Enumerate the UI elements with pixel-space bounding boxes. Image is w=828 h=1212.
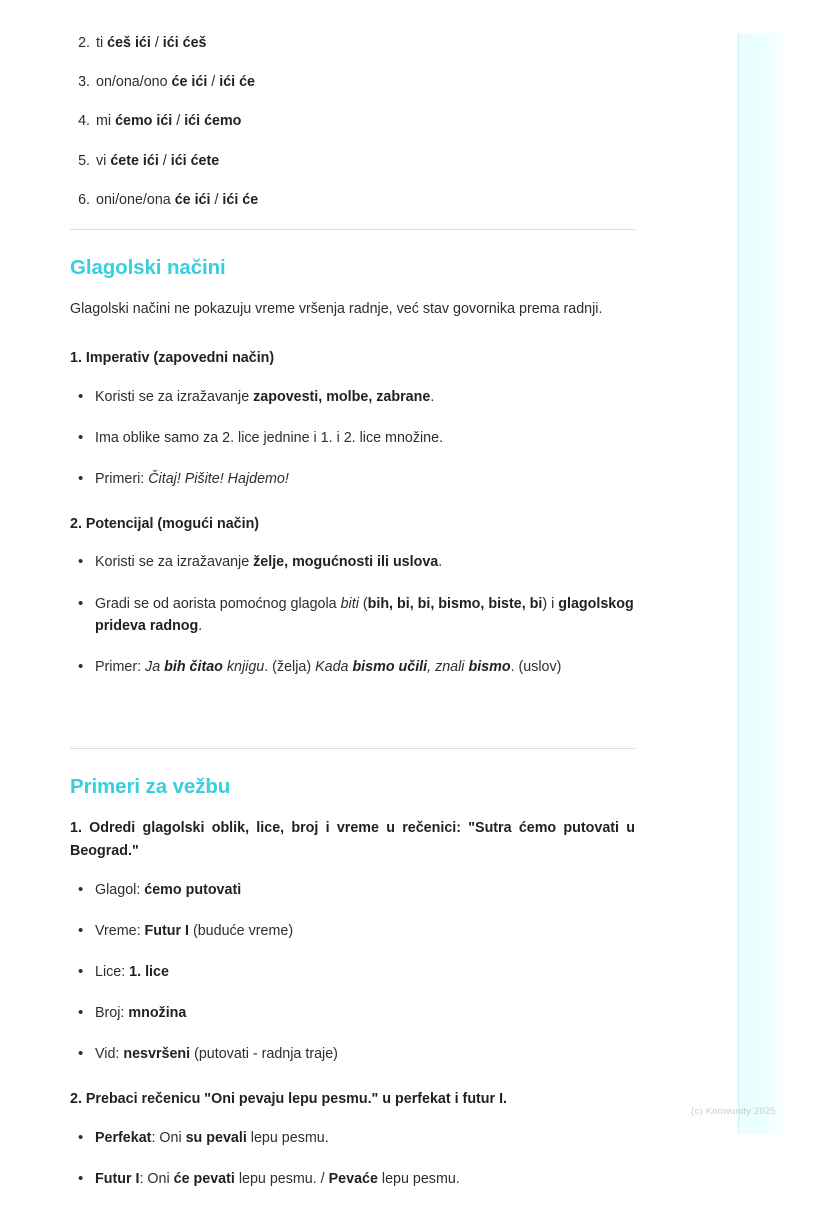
- bullet-italic: Čitaj! Pišite! Hajdemo!: [148, 471, 289, 488]
- bullet-bold: će pevati: [173, 1170, 235, 1187]
- list-item: [70, 1043, 635, 1065]
- bullet-text-3: ) i: [542, 595, 559, 612]
- bullet-bold: ćemo putovati: [144, 881, 242, 898]
- bullet-text-end: lepu pesmu.: [246, 1129, 329, 1146]
- bullet-bold: bih, bi, bi, bismo, biste, bi: [367, 595, 543, 612]
- bullet-bold: množina: [128, 1005, 187, 1022]
- bullet-bold: Futur I: [144, 923, 189, 939]
- list-bold-1: ćeš ići: [107, 35, 151, 51]
- list-text: mi: [96, 113, 116, 130]
- list-item: [70, 151, 635, 172]
- bullet-text: Gradi se od aorista pomoćnog glagola: [95, 595, 341, 612]
- list-item: [70, 33, 635, 54]
- bullet-text-end: .: [438, 554, 443, 571]
- bullet-label: Lice:: [95, 964, 130, 981]
- bullet-text-end: .: [430, 389, 435, 406]
- bullet-text-2: (: [358, 595, 368, 612]
- bullet-label: Broj:: [95, 1005, 129, 1022]
- page-side-gradient: [738, 33, 790, 1134]
- list-separator: /: [210, 191, 223, 208]
- list-item: [70, 551, 635, 573]
- vertical-spacer: [70, 700, 635, 730]
- bullet-label: Glagol:: [95, 881, 145, 898]
- list-separator: /: [150, 35, 163, 51]
- bullet-bold-lead: Perfekat: [95, 1129, 152, 1146]
- bullet-text-end: .: [198, 617, 203, 634]
- document-content: [70, 33, 635, 1212]
- task-1-heading: 1. Odredi glagolski oblik, lice, broj i vreme u rečenici: "Sutra ćemo putovati u Beograd.": [70, 820, 635, 859]
- list-item: [70, 72, 635, 93]
- bullet-italic-3: Kada: [315, 658, 353, 675]
- bullet-label: Vreme:: [95, 923, 145, 939]
- bullet-bold: 1. lice: [129, 964, 169, 981]
- bullet-text-end: lepu pesmu.: [377, 1170, 460, 1187]
- list-bold-1: ćete ići: [110, 152, 159, 169]
- section-heading-moods: Glagolski načini: [70, 256, 226, 280]
- bullet-text-end: . (uslov): [510, 658, 562, 675]
- list-bold-1: će ići: [171, 74, 208, 91]
- list-item: [70, 386, 635, 408]
- bullet-text: : Oni: [151, 1129, 186, 1146]
- moods-intro-paragraph: Glagolski načini ne pokazuju vreme vršenja radnje, već stav govornika prema radnji.: [70, 301, 603, 318]
- list-text: ti: [96, 35, 108, 51]
- list-bold-2: ići će: [219, 74, 256, 91]
- bullet-text: : Oni: [139, 1170, 174, 1187]
- bullet-text: Ima oblike samo za 2. lice jednine i 1. i 2. lice množine.: [95, 430, 444, 447]
- bullet-bold-italic-1: bih čitao: [164, 658, 223, 675]
- bullet-text-2: lepu pesmu. /: [234, 1170, 329, 1187]
- bullet-text-end: (putovati - radnja traje): [190, 1046, 338, 1063]
- list-separator: /: [172, 113, 185, 130]
- list-text: vi: [96, 152, 111, 169]
- section-divider-2: [70, 748, 635, 749]
- list-item: [70, 427, 635, 449]
- list-item: [70, 111, 635, 132]
- list-text: on/ona/ono: [96, 74, 172, 91]
- task-2-heading: 2. Prebaci rečenicu "Oni pevaju lepu pesmu." u perfekat i futur I.: [70, 1090, 508, 1107]
- bullet-text-2: . (želja): [264, 658, 316, 675]
- list-bold-1: će ići: [174, 191, 211, 208]
- bullet-italic: biti: [340, 595, 359, 612]
- list-bold-1: ćemo ići: [115, 113, 173, 130]
- list-item: [70, 468, 635, 490]
- copyright-footer: (c) Knowunity 2025: [691, 1106, 776, 1117]
- task-2-answer-list: [70, 1127, 635, 1190]
- subheading-imperativ: 1. Imperativ (zapovedni način): [70, 350, 275, 367]
- page-side-divider: [738, 33, 740, 1134]
- section-heading-examples: Primeri za vežbu: [70, 775, 231, 799]
- bullet-text: Koristi se za izražavanje: [95, 554, 254, 571]
- bullet-bold: su pevali: [185, 1129, 247, 1146]
- list-bold-2: ići ćeš: [162, 35, 207, 51]
- list-number: 3.: [78, 74, 90, 91]
- bullet-bold: želje, mogućnosti ili uslova: [253, 554, 439, 571]
- list-item: [70, 879, 635, 901]
- list-number: 4.: [78, 113, 90, 130]
- list-bold-2: ići ćete: [170, 152, 220, 169]
- bullet-bold-italic-2: bismo učili: [352, 658, 428, 675]
- list-text: oni/one/ona: [96, 191, 175, 208]
- bullet-italic-2: knjigu: [222, 658, 265, 675]
- list-bold-2: ići će: [222, 191, 259, 208]
- bullet-bold: nesvršeni: [123, 1046, 191, 1063]
- potencijal-bullet-list: [70, 551, 635, 678]
- bullet-text: Koristi se za izražavanje: [95, 389, 254, 406]
- list-item: [70, 190, 635, 211]
- section-divider: [70, 229, 635, 230]
- list-number: 2.: [78, 35, 90, 51]
- conjugation-list: [70, 33, 635, 211]
- list-item: [70, 1127, 635, 1149]
- list-item: [70, 656, 635, 678]
- list-bold-2: ići ćemo: [184, 113, 242, 130]
- bullet-text-end: (buduće vreme): [189, 923, 294, 939]
- bullet-text: Primeri:: [95, 471, 149, 488]
- list-item: [70, 961, 635, 983]
- list-separator: /: [207, 74, 220, 91]
- bullet-bold: zapovesti, molbe, zabrane: [253, 389, 431, 406]
- bullet-bold-2: glagolskog prideva radnog: [95, 595, 634, 634]
- list-item: [70, 593, 635, 637]
- bullet-italic-4: , znali: [427, 658, 469, 675]
- bullet-text: Primer:: [95, 658, 146, 675]
- imperativ-bullet-list: [70, 386, 635, 490]
- bullet-bold-2: Pevaće: [328, 1170, 378, 1187]
- list-separator: /: [158, 152, 171, 169]
- bullet-bold-lead: Futur I: [95, 1170, 140, 1187]
- list-item: [70, 1002, 635, 1024]
- list-number: 5.: [78, 152, 90, 169]
- list-item: [70, 920, 635, 942]
- bullet-italic-1: Ja: [145, 658, 165, 675]
- list-number: 6.: [78, 191, 90, 208]
- task-1-answer-list: [70, 879, 635, 1066]
- subheading-potencijal: 2. Potencijal (mogući način): [70, 515, 260, 532]
- bullet-label: Vid:: [95, 1046, 124, 1063]
- bullet-bold-italic-3: bismo: [468, 658, 511, 675]
